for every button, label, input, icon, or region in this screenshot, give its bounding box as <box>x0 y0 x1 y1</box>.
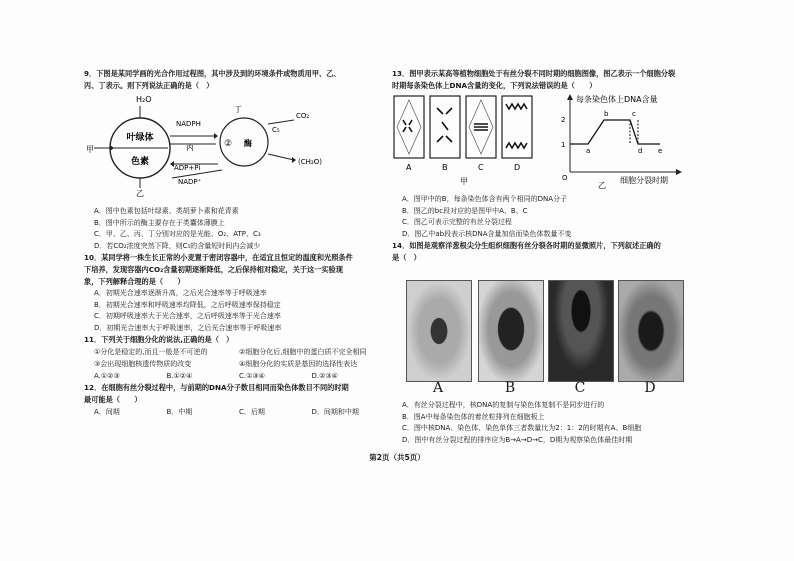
q13-option-d: D．图乙中ab段表示核DNA含量加倍而染色体数量不变 <box>402 229 572 238</box>
graph-origin: O <box>562 174 568 182</box>
left-column <box>84 68 384 418</box>
q11-statements-row1 <box>94 346 384 358</box>
diagram-yi: 乙 <box>136 189 144 198</box>
graph-y2: 2 <box>561 116 566 124</box>
page-footer: 第2页（共5页） <box>369 453 425 462</box>
cell-label-b: B <box>442 163 448 172</box>
graph-point-b: b <box>604 110 609 118</box>
diagram-circ2: ② <box>224 139 233 149</box>
q10-option-c: C．初期呼吸速率大于光合速率，之后呼吸速率等于光合速率 <box>94 312 281 320</box>
graph-yi-label: 乙 <box>598 181 606 190</box>
q11-choices <box>94 370 384 382</box>
q13-stem-line2: 时期每条染色体上DNA含量的变化，下列说法错误的是（ ） <box>392 81 597 90</box>
graph-point-a: a <box>586 147 591 155</box>
q11-statements-row2 <box>94 358 384 370</box>
q10-stem-line3: 象，下列解释合理的是（ ） <box>84 277 185 286</box>
diagram-ch2o: (CH₂O) <box>298 158 322 166</box>
graph-point-d: d <box>638 147 643 155</box>
diagram-sesu: 色素 <box>130 157 150 167</box>
q13-figures <box>392 92 692 190</box>
q14-options <box>392 400 702 446</box>
q13-option-a: A．图甲中的B，每条染色体含有两个相同的DNA分子 <box>402 195 568 203</box>
micrograph-label-c: C <box>574 380 586 396</box>
q13-option-c: C．图乙可表示完整的有丝分裂过程 <box>402 218 512 226</box>
q11-s2: ②细胞分化后,细胞中的蛋白质不完全相同 <box>239 348 367 356</box>
diagram-adp: ADP+Pi <box>174 164 201 172</box>
q12-choice-b: B．中期 <box>166 408 193 416</box>
micrograph-c <box>548 280 614 382</box>
q12-stem-line2: 最可能是（ ） <box>84 395 142 404</box>
right-column <box>392 68 692 264</box>
diagram-mei: 酶 <box>244 139 252 148</box>
q11-s1: ①分化是稳定的,而且一般是不可逆的 <box>94 348 208 356</box>
q13-stem-line1: 13．图甲表示某高等植物细胞处于有丝分裂不同时期的细胞图像，图乙表示一个细胞分裂 <box>392 69 676 78</box>
q14-stem-line2: 是（ ） <box>392 253 421 262</box>
cell-label-d: D <box>514 163 521 172</box>
q14-option-d: D．图中有丝分裂过程的排序应为B→A→D→C，D期为观察染色体最佳时期 <box>402 435 633 444</box>
graph-dna-curve <box>570 120 660 144</box>
photosynthesis-diagram <box>84 92 384 202</box>
micrograph-b <box>478 280 544 382</box>
q13-option-b: B．图乙的bc段对应的是图甲中A、B、C <box>402 206 528 215</box>
q11-choice-a: A.①②③ <box>94 372 120 380</box>
q14-option-a: A．有丝分裂过程中，核DNA的复制与染色体复制不是同步进行的 <box>402 401 605 409</box>
q9-option-a: A．图中色素包括叶绿素、类胡萝卜素和花青素 <box>94 207 239 215</box>
q9-option-b: B．图中所示的酶主要存在于类囊体薄膜上 <box>94 218 225 227</box>
diagram-h2o: H₂O <box>136 95 152 104</box>
q11-s4: ④细胞分化的实质是基因的选择性表达 <box>239 360 358 368</box>
diagram-c5: C₅ <box>272 126 280 134</box>
q14-option-c: C．图中核DNA、染色体、染色单体三者数量比为2：1：2的时期有A、B细胞 <box>402 424 642 432</box>
diagram-ding: 丁 <box>234 105 242 114</box>
q14-stem-line1: 14．如图是观察洋葱根尖分生组织细胞有丝分裂各时期的显微照片，下列叙述正确的 <box>392 241 661 250</box>
graph-y1: 1 <box>561 141 566 149</box>
q11-choice-b: B.①②④ <box>166 372 193 380</box>
q9-option-c: C．甲、乙、丙、丁分别对应的是光能、O₂、ATP、C₃ <box>94 230 261 238</box>
diagram-bing: 丙 <box>186 143 194 152</box>
diagram-nadp: NADP⁺ <box>178 178 202 186</box>
micrograph-label-d: D <box>644 380 656 396</box>
cell-label-c: C <box>478 163 484 172</box>
q9-stem-line2: 丙、丁表示。则下列说法正确的是（ ） <box>84 81 214 90</box>
graph-xlabel: 细胞分裂时期 <box>620 176 668 185</box>
q12-choice-a: A．间期 <box>94 408 120 416</box>
micrograph-label-b: B <box>504 380 516 396</box>
graph-ylabel: 每条染色体上DNA含量 <box>576 95 658 104</box>
q12-stem-line1: 12．在细胞有丝分裂过程中，与前期的DNA分子数目相同而染色体数目不同的时期 <box>84 383 349 392</box>
q11-s3: ③会出现细胞核遗传物质的改变 <box>94 360 192 368</box>
q12-choice-c: C．后期 <box>239 408 265 416</box>
diagram-co2: CO₂ <box>296 112 310 120</box>
q10-option-d: D．初期光合速率大于呼吸速率，之后光合速率等于呼吸速率 <box>94 323 282 332</box>
micrograph-a <box>406 280 472 382</box>
q10-option-a: A．初期光合速率逐渐升高，之后光合速率等于呼吸速率 <box>94 289 267 297</box>
q11-choice-d: D.②③④ <box>311 372 338 380</box>
graph-point-e: e <box>658 147 663 155</box>
q10-option-b: B．初期光合速率和呼吸速率均降低，之后呼吸速率保持稳定 <box>94 300 281 309</box>
q9-option-d: D．若CO₂浓度突然下降，则C₅的含量短时间内会减少 <box>94 241 261 250</box>
micrograph-d <box>618 280 684 382</box>
diagram-yelvti: 叶绿体 <box>126 133 154 143</box>
figure-jia-label: 甲 <box>460 177 468 186</box>
micrograph-label-a: A <box>432 380 444 396</box>
q10-stem-line2: 下培养，发现容器内CO₂含量初期逐渐降低，之后保持相对稳定，关于这一实验现 <box>84 265 343 274</box>
q12-choices <box>94 406 384 418</box>
q9-stem-line1: 9．下图是某同学画的光合作用过程图，其中涉及到的环境条件或物质用甲、乙、 <box>84 69 341 78</box>
q11-stem: 11．下列关于细胞分化的说法,正确的是（ ） <box>84 335 234 344</box>
q12-choice-d: D．间期和中期 <box>311 408 359 416</box>
graph-point-c: c <box>632 110 636 118</box>
diagram-nadph: NADPH <box>176 120 201 128</box>
diagram-jia: 甲 <box>86 145 94 154</box>
q14-option-b: B．图A中每条染色体的着丝粒排列在细胞板上 <box>402 412 545 421</box>
q11-choice-c: C.①③④ <box>239 372 265 380</box>
q10-stem-line1: 10．某同学将一株生长正常的小麦置于密闭容器中，在适宜且恒定的温度和光照条件 <box>84 253 353 262</box>
cell-label-a: A <box>406 163 412 172</box>
